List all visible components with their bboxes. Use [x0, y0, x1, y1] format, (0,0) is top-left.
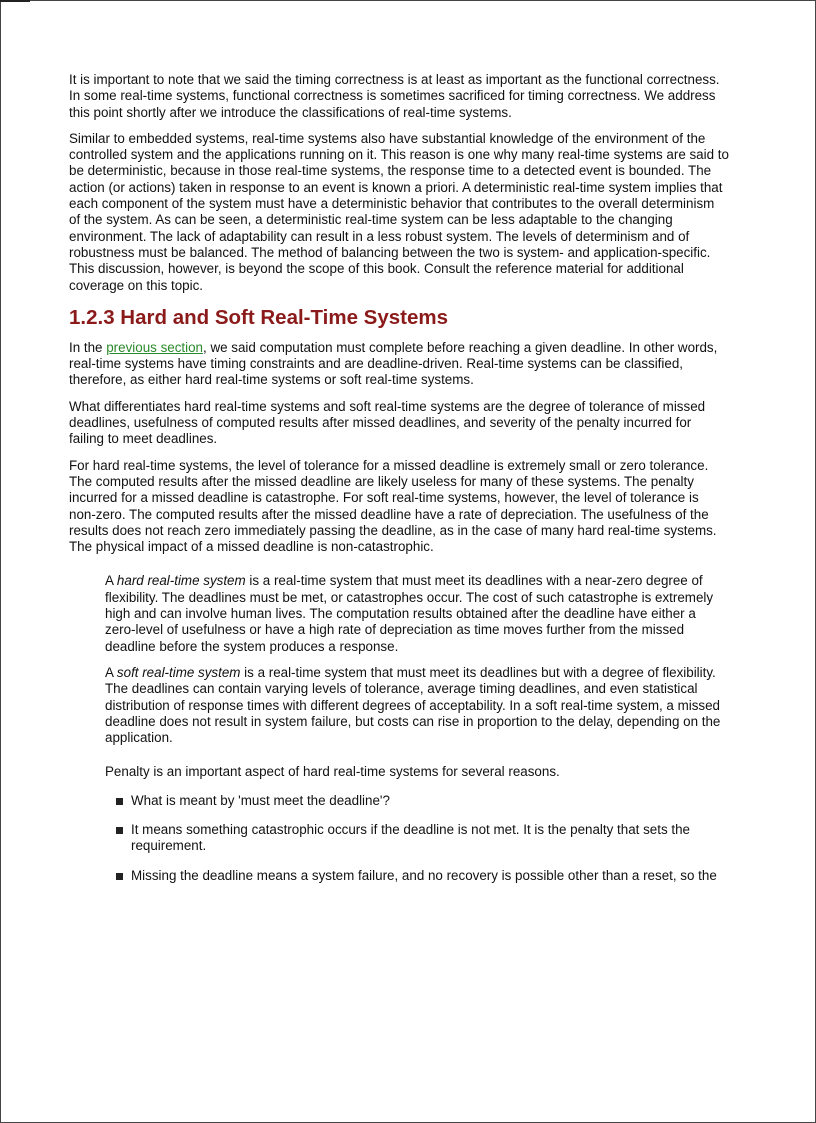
soft-real-time-definition	[105, 665, 729, 746]
list-item	[105, 822, 729, 855]
square-bullet-icon	[116, 827, 123, 834]
soft-real-time-term: soft real-time system	[116, 664, 241, 680]
hard-definition-body: is a real-time system that must meet its deadlines with a near-zero degree of flexibility. The deadlines must be met, or catastrophes occur. The cost of such catastrophe is extremely high and can involve human lives. The computation results obtained after the deadline have either a zero-level of usefulness or have a high rate of depreciation as time moves further from the missed deadline before the system produces a response.	[105, 573, 714, 654]
soft-definition-prefix: A	[105, 664, 117, 680]
intro-text-before-link: In the	[69, 339, 107, 355]
definitions-block	[105, 573, 729, 746]
paragraph-tolerance: For hard real-time systems, the level of tolerance for a missed deadline is extremely small or zero tolerance. The computed results after the missed deadline are likely useless for many of these systems. The penalty incurred for a missed deadline is catastrophe. For soft real-time systems, however, the level of tolerance is non-zero. The computed results after the missed deadline have a rate of depreciation. The usefulness of the results does not reach zero immediately passing the deadline, as in the case of many hard real-time systems. The physical impact of a missed deadline is non-catastrophic.	[69, 457, 717, 555]
paragraph-differentiation: What differentiates hard real-time systems and soft real-time systems are the degree of tolerance of missed deadlines, usefulness of computed results after missed deadlines, and severity of the penalty incurred for failing to meet deadlines.	[69, 398, 706, 447]
penalty-section	[105, 764, 729, 883]
square-bullet-icon	[116, 873, 123, 880]
penalty-bullet-list	[105, 793, 729, 884]
document-body	[69, 72, 729, 897]
soft-definition-body: is a real-time system that must meet its deadlines but with a degree of flexibility. The deadlines can contain varying levels of tolerance, average timing deadlines, and even statistical distribution of response times with different degrees of acceptability. In a soft real-time system, a missed deadline does not result in system failure, but costs can rise in proportion to the delay, depending on the application.	[105, 664, 721, 746]
hard-definition-prefix: A	[105, 573, 117, 589]
list-item	[105, 793, 729, 809]
paragraph-timing-correctness: It is important to note that we said the timing correctness is at least as important as the functional correctness. In some real-time systems, functional correctness is sometimes sacrificed for timing correctness. We address this point shortly after we introduce the classifications of real-time systems.	[69, 72, 720, 120]
list-item-text: It means something catastrophic occurs if the deadline is not met. It is the penalty that sets the requirement.	[131, 821, 690, 854]
list-item	[105, 868, 729, 884]
penalty-intro: Penalty is an important aspect of hard real-time systems for several reasons.	[105, 764, 560, 780]
page-corner-mark	[0, 0, 30, 2]
paragraph-deterministic-systems: Similar to embedded systems, real-time systems also have substantial knowledge of the environment of the controlled system and the applications running on it. This reason is one why many real-time systems are said to be deterministic, because in those real-time systems, the response time to a detected event is bounded. The action (or actions) taken in response to an event is known a priori. A deterministic real-time system implies that each component of the system must have a deterministic behavior that contributes to the overall determinism of the system. As can be seen, a deterministic real-time system can be less adaptable to the changing environment. The lack of adaptability can result in a less robust system. The levels of determinism and of robustness must be balanced. The method of balancing between the two is system- and application-specific. This discussion, however, is beyond the scope of this book. Consult the reference material for additional coverage on this topic.	[69, 130, 729, 293]
square-bullet-icon	[116, 798, 123, 805]
paragraph-section-intro	[69, 340, 729, 389]
intro-text-after-link: , we said computation must complete before reaching a given deadline. In other words, real-time systems have timing constraints and are deadline-driven. Real-time systems can be classified, therefore, as either hard real-time systems or soft real-time systems.	[69, 339, 718, 388]
previous-section-link[interactable]: previous section	[106, 339, 203, 355]
list-item-text: Missing the deadline means a system failure, and no recovery is possible other than a reset, so the	[131, 867, 717, 883]
hard-real-time-definition	[105, 573, 729, 654]
list-item-text: What is meant by 'must meet the deadline'?	[131, 792, 390, 808]
section-heading: 1.2.3 Hard and Soft Real-Time Systems	[69, 305, 449, 329]
hard-real-time-term: hard real-time system	[116, 573, 246, 589]
